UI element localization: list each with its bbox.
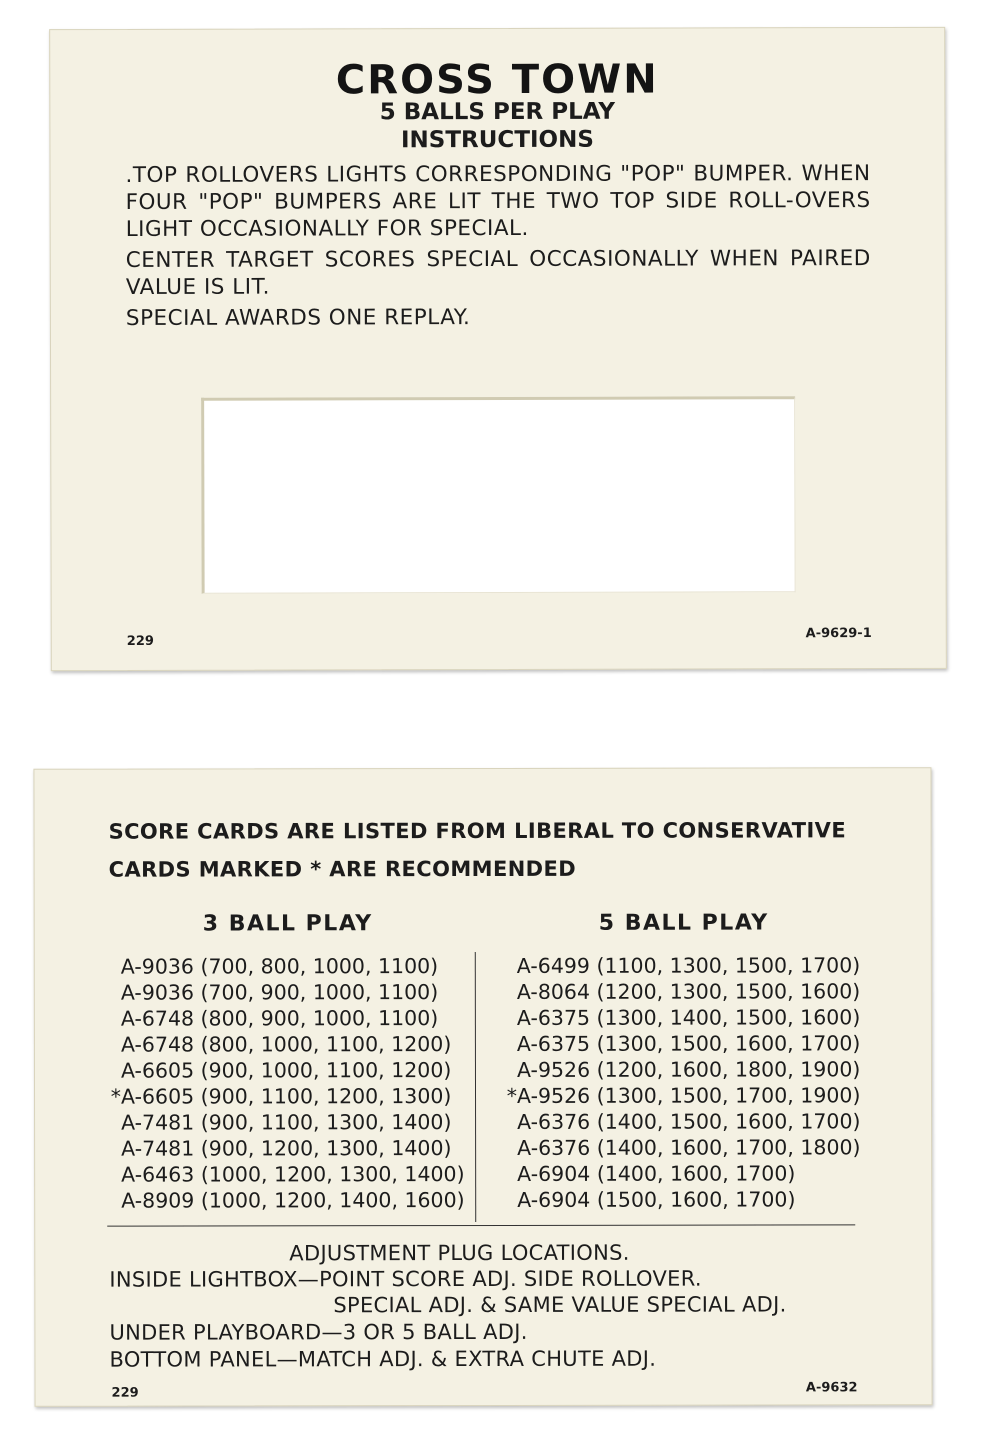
- score-card-entry: A-6499 (1100, 1300, 1500, 1700): [516, 953, 861, 978]
- score-card-entry: A-7481 (900, 1200, 1300, 1400): [121, 1136, 452, 1161]
- section-divider: [107, 1224, 855, 1226]
- score-card-entry: A-6376 (1400, 1600, 1700, 1800): [517, 1135, 861, 1160]
- column-divider: [475, 952, 476, 1222]
- score-card-entry: A-6748 (800, 1000, 1100, 1200): [120, 1032, 452, 1057]
- score-card-row: [503, 1030, 860, 1057]
- score-card-entry: A-8909 (1000, 1200, 1400, 1600): [121, 1188, 465, 1213]
- five-ball-list: [503, 952, 861, 1213]
- score-card-entry: A-6375 (1300, 1400, 1500, 1600): [516, 1005, 861, 1030]
- score-card-entry: A-7481 (900, 1100, 1300, 1400): [121, 1110, 452, 1135]
- score-card-row: [107, 1135, 464, 1162]
- score-card-entry: A-6904 (1400, 1600, 1700): [517, 1161, 796, 1186]
- five-ball-heading: 5 BALL PLAY: [598, 910, 769, 936]
- listing-header: SCORE CARDS ARE LISTED FROM LIBERAL TO CONSERVATIVE: [108, 818, 847, 844]
- three-ball-heading: 3 BALL PLAY: [202, 911, 373, 937]
- score-card-row: [503, 952, 860, 979]
- score-card-entry: A-6376 (1400, 1500, 1600, 1700): [517, 1109, 861, 1134]
- instructions-text: [126, 160, 871, 336]
- adjustment-title: ADJUSTMENT PLUG LOCATIONS.: [289, 1240, 630, 1266]
- score-card-row: [107, 1187, 464, 1214]
- score-card-entry: A-9036 (700, 800, 1000, 1100): [120, 954, 439, 979]
- score-card-row: [107, 953, 464, 980]
- card-part-number: A-9632: [805, 1380, 858, 1396]
- balls-per-play-subtitle: 5 BALLS PER PLAY: [379, 98, 616, 126]
- adjustment-line: UNDER PLAYBOARD—3 OR 5 BALL ADJ.: [109, 1319, 528, 1345]
- score-card-entry: A-6605 (900, 1000, 1100, 1200): [120, 1058, 452, 1083]
- card-number-left: 229: [111, 1385, 139, 1401]
- score-card-row: [503, 1004, 860, 1031]
- score-card-row: [107, 1005, 464, 1032]
- instruction-card: [49, 27, 947, 671]
- score-card-entry: A-6605 (900, 1100, 1200, 1300): [120, 1084, 452, 1109]
- score-card-row: [107, 1161, 464, 1188]
- card-part-number: A-9629-1: [805, 626, 872, 642]
- score-card-entry: A-9526 (1200, 1600, 1800, 1900): [516, 1057, 861, 1082]
- instruction-paragraph: .TOP ROLLOVERS LIGHTS CORRESPONDING "POP" BUMPER. WHEN FOUR "POP" BUMPERS ARE LIT THE TWO TOP SIDE ROLL-OVERS LIGHT OCCASIONALLY FOR SPECIAL.: [125, 161, 871, 242]
- score-card-row: [503, 1186, 860, 1213]
- card-number-left: 229: [126, 633, 154, 649]
- score-card-entry: A-6904 (1500, 1600, 1700): [517, 1187, 796, 1212]
- three-ball-list: [107, 953, 465, 1214]
- score-card-entry: A-8064 (1200, 1300, 1500, 1600): [516, 979, 861, 1004]
- score-card-entry: A-6748 (800, 900, 1000, 1100): [120, 1006, 439, 1031]
- score-card-entry: A-6375 (1300, 1500, 1600, 1700): [516, 1031, 861, 1056]
- score-card-row: [107, 1083, 464, 1110]
- score-card-row: [503, 1134, 860, 1161]
- instructions-heading: INSTRUCTIONS: [400, 126, 594, 154]
- adjustment-line: INSIDE LIGHTBOX—POINT SCORE ADJ. SIDE ROLLOVER.: [109, 1266, 702, 1292]
- score-card-row: [503, 1108, 860, 1135]
- adjustment-line: BOTTOM PANEL—MATCH ADJ. & EXTRA CHUTE ADJ.: [109, 1346, 657, 1372]
- card-title: CROSS TOWN: [335, 56, 659, 104]
- score-card-row: [107, 1057, 464, 1084]
- score-card-row: [503, 978, 860, 1005]
- recommended-mark: *: [110, 1084, 122, 1109]
- instruction-paragraph: CENTER TARGET SCORES SPECIAL OCCASIONALLY WHEN PAIRED VALUE IS LIT.: [125, 246, 871, 300]
- score-card-entry: A-9526 (1300, 1500, 1700, 1900): [516, 1083, 861, 1108]
- score-card-entry: A-9036 (700, 900, 1000, 1100): [120, 980, 439, 1005]
- instruction-paragraph: SPECIAL AWARDS ONE REPLAY.: [125, 305, 471, 331]
- score-card-row: [107, 1031, 464, 1058]
- score-card-list: [33, 767, 932, 1407]
- adjustment-line: SPECIAL ADJ. & SAME VALUE SPECIAL ADJ.: [333, 1292, 787, 1318]
- score-card-row: [503, 1082, 860, 1109]
- score-card-row: [503, 1056, 860, 1083]
- recommendation-note: CARDS MARKED * ARE RECOMMENDED: [108, 856, 577, 882]
- score-card-row: [107, 1109, 464, 1136]
- recommended-mark: *: [506, 1083, 518, 1108]
- score-card-row: [107, 979, 464, 1006]
- score-card-row: [503, 1160, 860, 1187]
- score-card-entry: A-6463 (1000, 1200, 1300, 1400): [121, 1162, 465, 1187]
- score-window-cutout: [201, 396, 796, 594]
